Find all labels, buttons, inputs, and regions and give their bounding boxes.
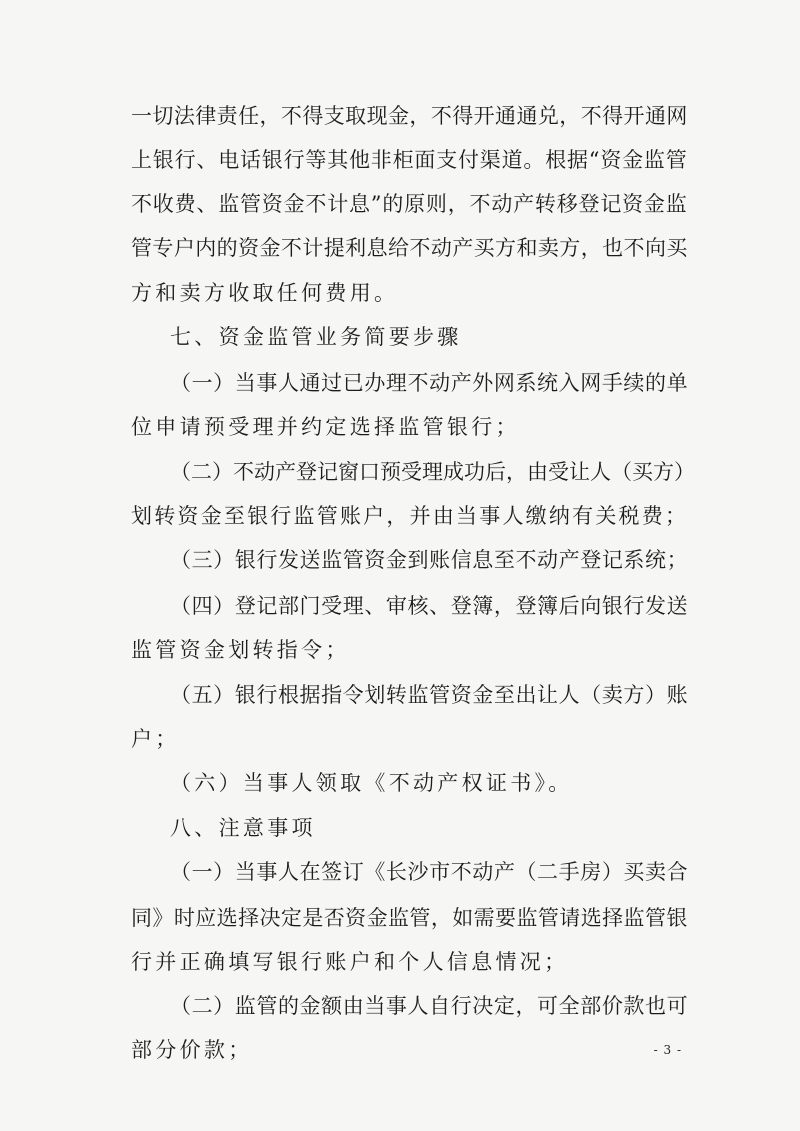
text-line: 一切法律责任，不得支取现金，不得开通通兑，不得开通网 — [131, 104, 688, 128]
text-line: 位申请预受理并约定选择监管银行； — [131, 415, 520, 439]
section-heading: 七、资金监管业务简要步骤 — [170, 325, 462, 349]
text-line: （五）银行根据指令划转监管资金至出让人（卖方）账 — [170, 683, 689, 707]
page-number: - 3 - — [653, 1043, 682, 1057]
text-line: 部分价款； — [131, 1038, 253, 1062]
text-line: 上银行、电话银行等其他非柜面支付渠道。根据“资金监管 — [131, 148, 688, 172]
text-line: 不收费、监管资金不计息”的原则，不动产转移登记资金监 — [131, 192, 688, 216]
text-line: 同》时应选择决定是否资金监管，如需要监管请选择监管银 — [131, 906, 688, 930]
text-line: 监管资金划转指令； — [131, 638, 350, 662]
text-line: （一）当事人在签订《长沙市不动产（二手房）买卖合 — [170, 860, 689, 884]
text-line: 行并正确填写银行账户和个人信息情况； — [131, 950, 569, 974]
text-line: 方和卖方收取任何费用。 — [131, 281, 399, 305]
text-line: 管专户内的资金不计提利息给不动产买方和卖方，也不向买 — [131, 236, 688, 260]
text-line: （一）当事人通过已办理不动产外网系统入网手续的单 — [170, 371, 689, 395]
text-line: （六）当事人领取《不动产权证书》。 — [170, 771, 573, 795]
text-line: （二）不动产登记窗口预受理成功后，由受让人（买方） — [170, 460, 695, 484]
text-line: 户； — [131, 727, 180, 751]
text-line: （二）监管的金额由当事人自行决定，可全部价款也可 — [170, 994, 689, 1018]
section-heading: 八、注意事项 — [170, 816, 316, 840]
text-line: （四）登记部门受理、审核、登簿，登簿后向银行发送 — [170, 594, 689, 618]
text-line: （三）银行发送监管资金到账信息至不动产登记系统； — [170, 548, 689, 572]
text-line: 划转资金至银行监管账户，并由当事人缴纳有关税费； — [131, 504, 689, 528]
